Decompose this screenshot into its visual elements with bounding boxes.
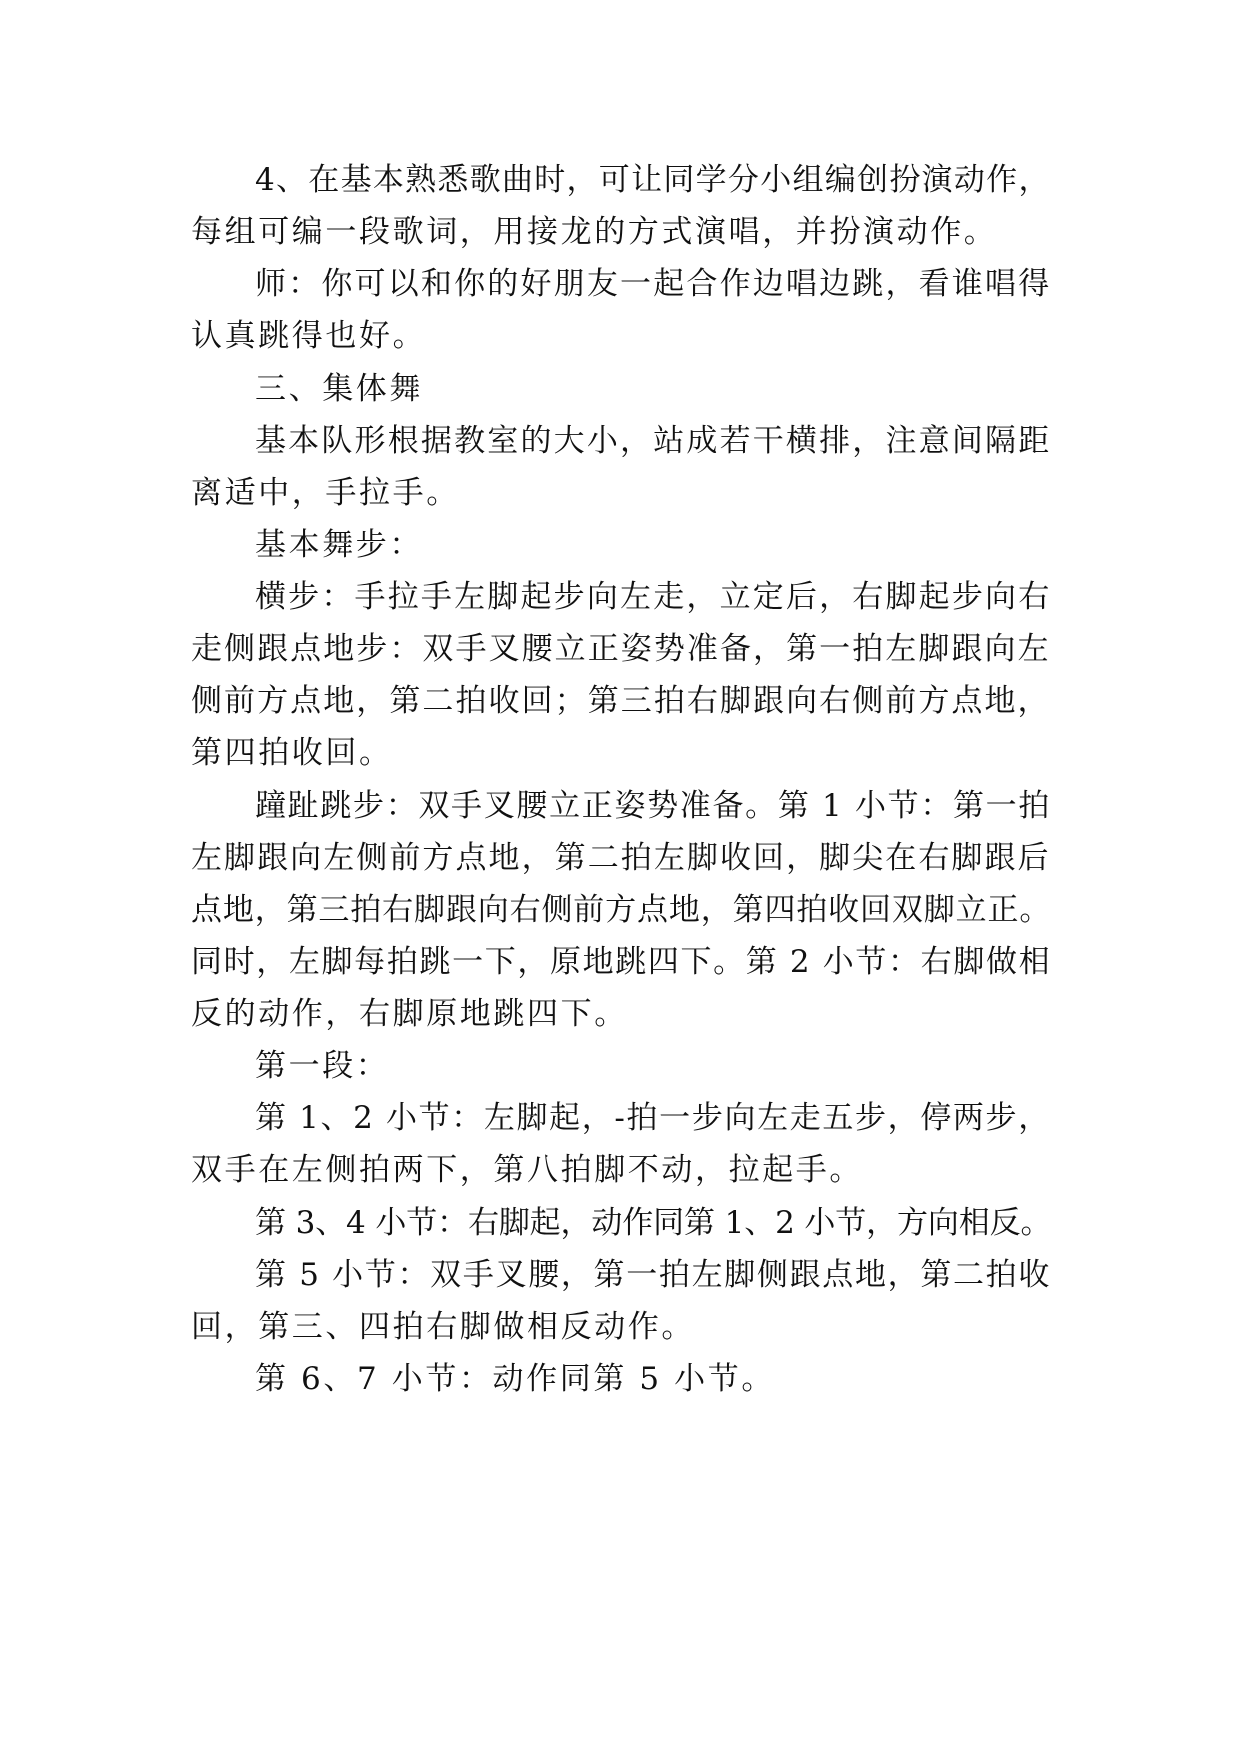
text-line-8: 基本舞步： (255, 527, 423, 563)
text-line-20: 双手在左侧拍两下，第八拍脚不动，拉起手。 (191, 1152, 863, 1188)
text-line-10: 走侧跟点地步：双手叉腰立正姿势准备，第一拍左脚跟向左 (191, 631, 1051, 667)
text-line-2: 每组可编一段歌词，用接龙的方式演唱，并扮演动作。 (191, 214, 998, 250)
text-line-24: 第 6、7 小节：动作同第 5 小节。 (255, 1361, 775, 1397)
text-line-21: 第 3、4 小节：右脚起，动作同第 1、2 小节，方向相反。 (255, 1205, 1052, 1241)
text-line-5: 三、集体舞 (255, 371, 423, 407)
text-line-9: 横步：手拉手左脚起步向左走，立定后，右脚起步向右 (255, 579, 1052, 615)
text-line-18: 第一段： (255, 1048, 390, 1084)
text-line-16: 同时，左脚每拍跳一下，原地跳四下。第 2 小节：右脚做相 (191, 944, 1052, 980)
text-line-1: 4、在基本熟悉歌曲时，可让同学分小组编创扮演动作， (255, 162, 1051, 198)
text-line-6: 基本队形根据教室的大小，站成若干横排，注意间隔距 (255, 423, 1052, 459)
text-line-15: 点地，第三拍右脚跟向右侧前方点地，第四拍收回双脚立正。 (191, 892, 1052, 928)
text-line-11: 侧前方点地，第二拍收回；第三拍右脚跟向右侧前方点地， (191, 683, 1051, 719)
text-line-14: 左脚跟向左侧前方点地，第二拍左脚收回，脚尖在右脚跟后 (191, 840, 1051, 876)
text-line-7: 离适中，手拉手。 (191, 475, 460, 511)
text-line-17: 反的动作，右脚原地跳四下。 (191, 996, 628, 1032)
text-line-13: 蹱趾跳步：双手叉腰立正姿势准备。第 1 小节：第一拍 (255, 788, 1052, 824)
text-line-22: 第 5 小节：双手叉腰，第一拍左脚侧跟点地，第二拍收 (255, 1257, 1052, 1293)
text-line-12: 第四拍收回。 (191, 735, 393, 771)
text-line-23: 回，第三、四拍右脚做相反动作。 (191, 1309, 695, 1345)
text-line-3: 师：你可以和你的好朋友一起合作边唱边跳，看谁唱得 (255, 266, 1052, 302)
text-line-19: 第 1、2 小节：左脚起，-拍一步向左走五步，停两步， (255, 1100, 1051, 1136)
text-line-4: 认真跳得也好。 (191, 318, 427, 354)
